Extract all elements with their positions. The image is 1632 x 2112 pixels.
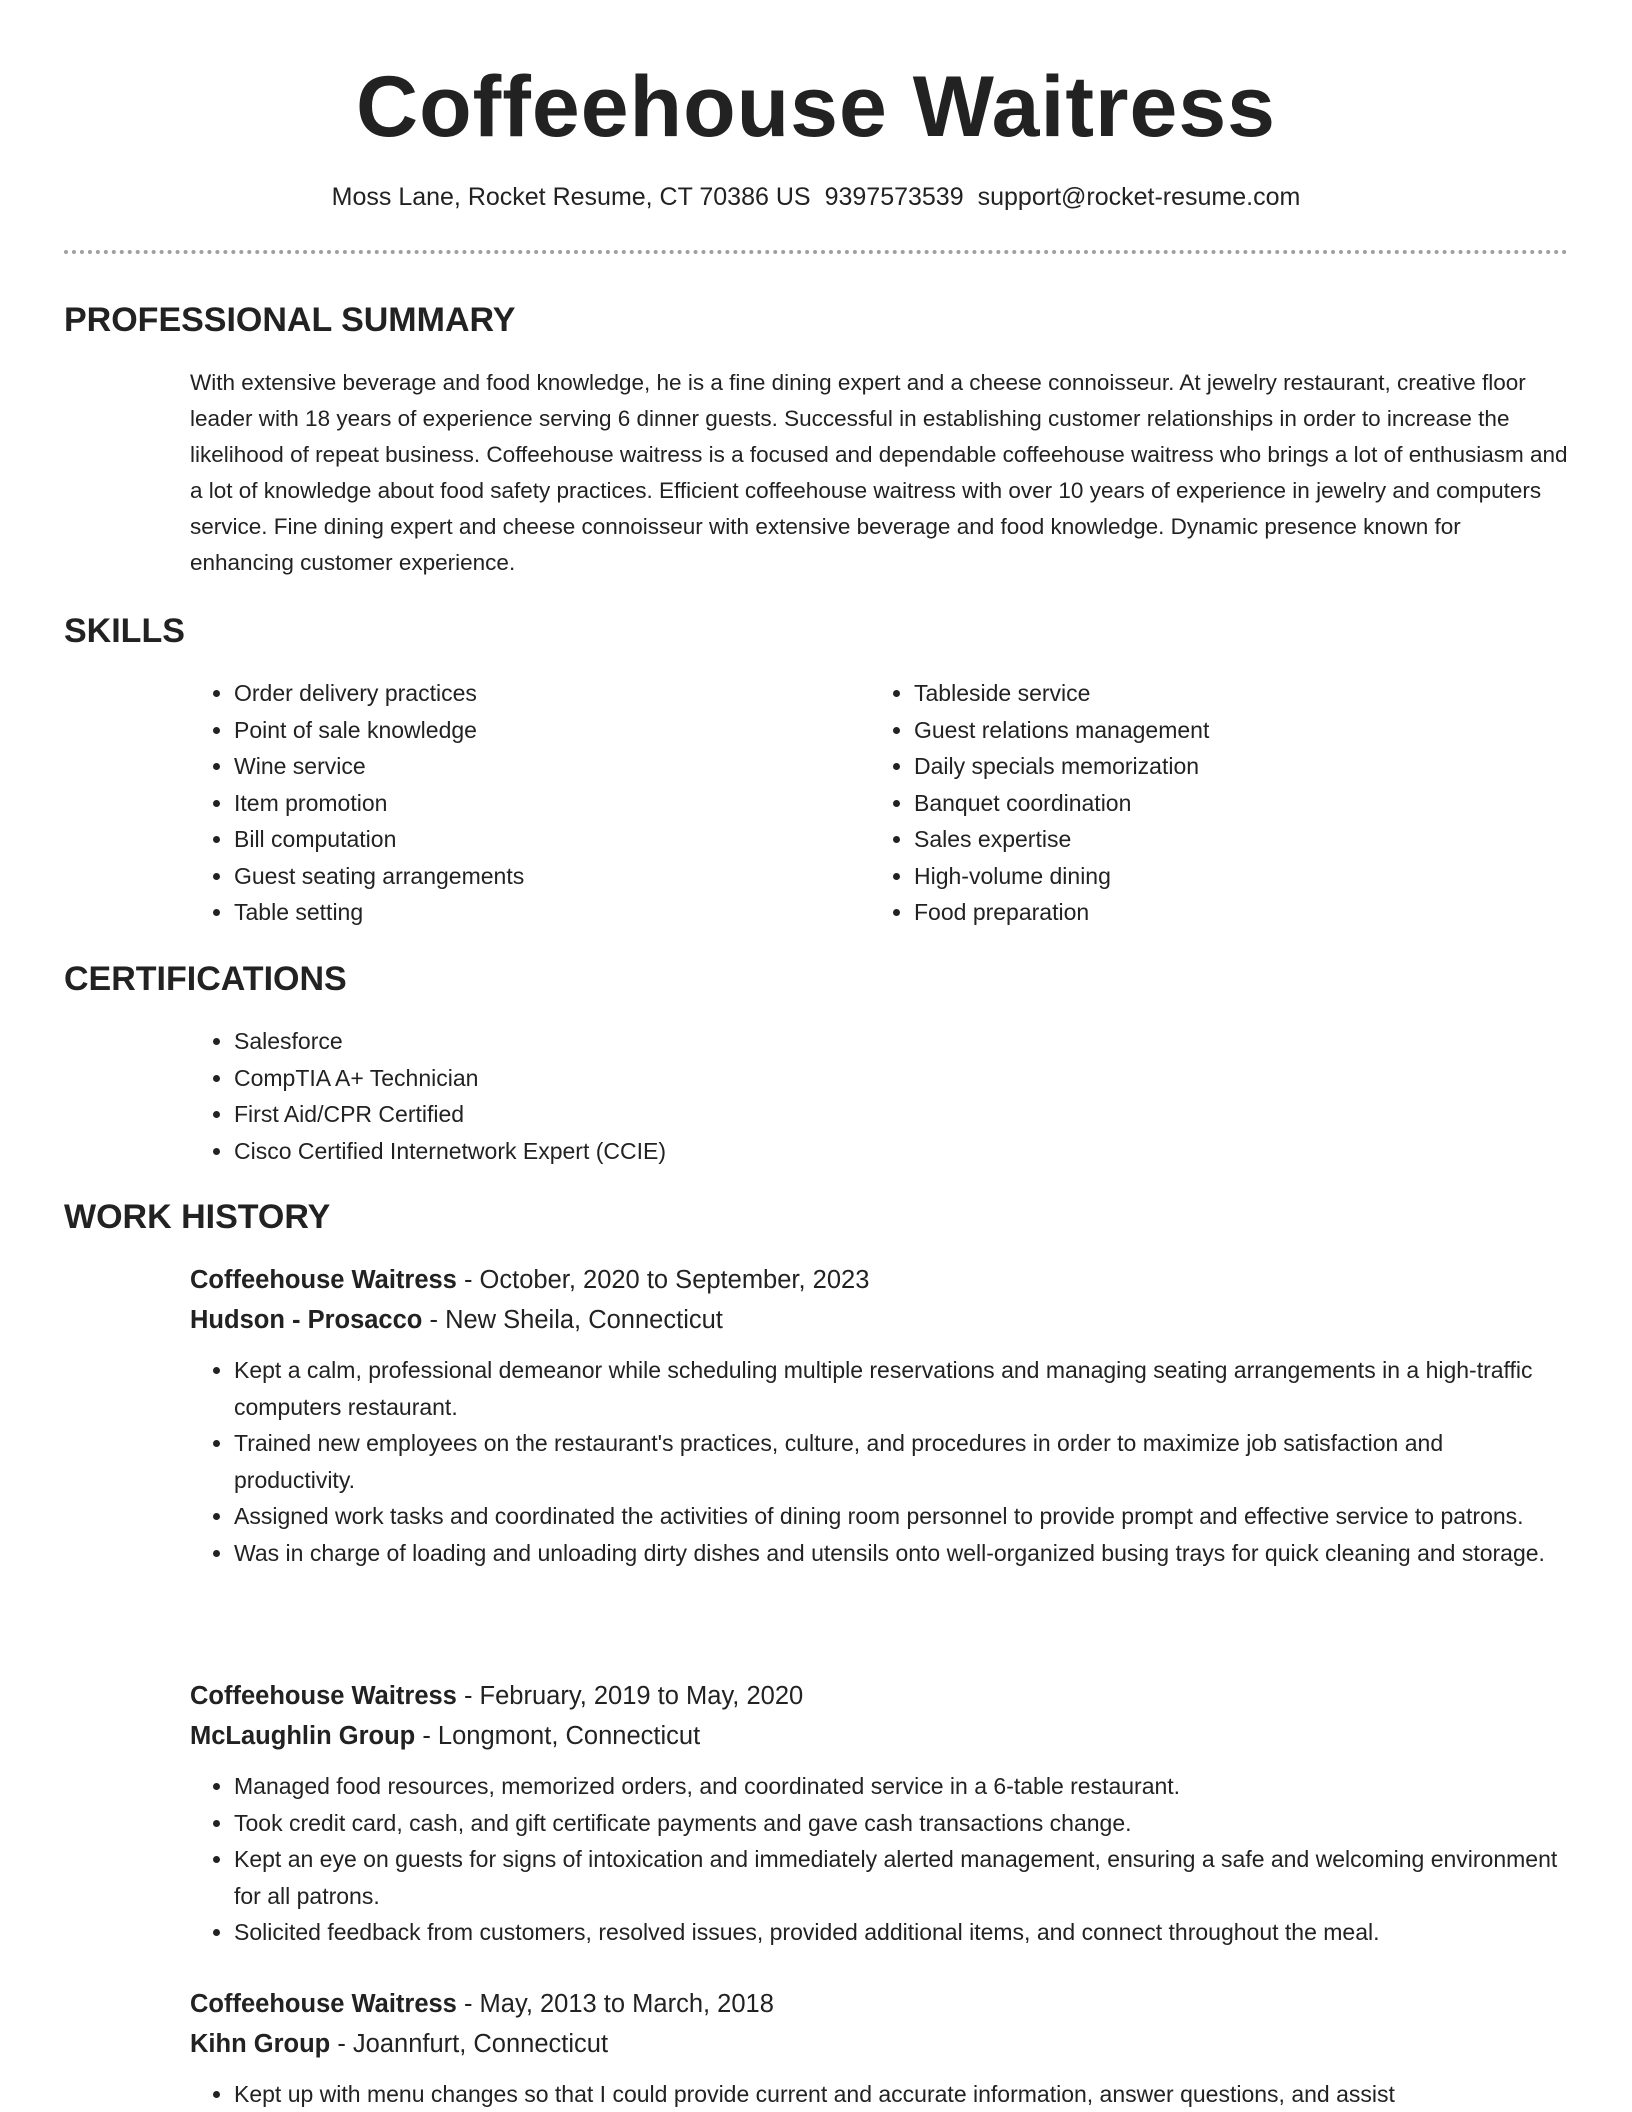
job-bullet: • Kept a calm, professional demeanor while scheduling multiple reservations and managing seating arrangements in a high-traffic computers restaurant. [234,1352,1570,1425]
certifications-heading: CERTIFICATIONS [64,960,347,998]
contact-email: support@rocket-resume.com [977,183,1301,211]
job-bullet: • Was in charge of loading and unloading dirty dishes and utensils onto well-organized busing trays for quick cleaning and storage. [234,1535,1570,1572]
job-company: Kihn Group [190,2030,331,2058]
skill-item: • Wine service [234,748,854,785]
job-bullet: • Kept up with menu changes so that I could provide current and accurate information, answer questions, and assist [234,2076,1570,2112]
job-bullet: • Managed food resources, memorized orders, and coordinated service in a 6-table restaurant. [234,1768,1570,1805]
summary-heading: PROFESSIONAL SUMMARY [64,301,516,339]
certifications-list [190,1023,1234,1169]
job-bullet: • Took credit card, cash, and gift certificate payments and gave cash transactions change. [234,1805,1570,1842]
job-entry [190,1984,1570,2112]
job-company-line: Hudson - Prosacco - New Sheila, Connecticut [190,1306,723,1334]
skill-item: • Table setting [234,894,854,931]
skill-item: • Point of sale knowledge [234,712,854,749]
job-bullets [190,1768,1570,1951]
job-bullet: • Assigned work tasks and coordinated the activities of dining room personnel to provide prompt and effective service to patrons. [234,1498,1570,1535]
job-bullets [190,2076,1570,2112]
skill-item: • Guest seating arrangements [234,858,854,895]
skills-list-left [190,675,854,931]
certification-item: • Cisco Certified Internetwork Expert (CCIE) [234,1133,1234,1170]
job-company: Hudson - Prosacco [190,1306,423,1334]
summary-text: With extensive beverage and food knowledge, he is a fine dining expert and a cheese connoisseur. At jewelry restaurant, creative floor leader with 18 years of experience serving 6 dinner guests. Successful in establishing customer relationships in order to increase the likelihood of repeat business. Coffeehouse waitress is a focused and dependable coffeehouse waitress who brings a lot of enthusiasm and a lot of knowledge about food safety practices. Efficient coffeehouse waitress with over 10 years of experience in jewelry and computers service. Fine dining expert and cheese connoisseur with extensive beverage and food knowledge. Dynamic presence known for enhancing customer experience. [190,370,1568,575]
work-history-heading: WORK HISTORY [64,1198,331,1236]
skills-heading: SKILLS [64,612,185,650]
job-bullet: • Solicited feedback from customers, resolved issues, provided additional items, and connect throughout the meal. [234,1914,1570,1951]
skill-item: • High-volume dining [914,858,1574,895]
job-dates: February, 2019 to May, 2020 [479,1682,804,1710]
job-title-line: Coffeehouse Waitress - February, 2019 to May, 2020 [190,1682,804,1710]
skill-item: • Daily specials memorization [914,748,1574,785]
job-role: Coffeehouse Waitress [190,1990,457,2018]
skill-item: • Food preparation [914,894,1574,931]
job-company: McLaughlin Group [190,1722,416,1750]
certification-item: • Salesforce [234,1023,1234,1060]
skill-item: • Order delivery practices [234,675,854,712]
job-title-line: Coffeehouse Waitress - October, 2020 to September, 2023 [190,1266,870,1294]
job-location: Joannfurt, Connecticut [352,2030,609,2058]
job-bullet: • Kept an eye on guests for signs of intoxication and immediately alerted management, ensuring a safe and welcoming environment for all patrons. [234,1841,1570,1914]
certification-item: • First Aid/CPR Certified [234,1096,1234,1133]
resume-name: Coffeehouse Waitress [355,59,1277,155]
job-entry [190,1676,1570,1951]
certification-item: • CompTIA A+ Technician [234,1060,1234,1097]
job-company-line: Kihn Group - Joannfurt, Connecticut [190,2030,609,2058]
contact-address: Moss Lane, Rocket Resume, CT 70386 US [331,183,811,211]
job-company-line: McLaughlin Group - Longmont, Connecticut [190,1722,701,1750]
job-title-line: Coffeehouse Waitress - May, 2013 to March, 2018 [190,1990,774,2018]
skill-item: • Tableside service [914,675,1574,712]
job-bullets [190,1352,1570,1571]
skill-item: • Banquet coordination [914,785,1574,822]
skill-item: • Guest relations management [914,712,1574,749]
job-role: Coffeehouse Waitress [190,1266,457,1294]
job-bullet: • Trained new employees on the restaurant's practices, culture, and procedures in order to maximize job satisfaction and productivity. [234,1425,1570,1498]
job-location: New Sheila, Connecticut [445,1306,723,1334]
job-location: Longmont, Connecticut [437,1722,701,1750]
contact-phone: 9397573539 [824,183,964,211]
contact-line [0,180,1632,214]
skill-item: • Item promotion [234,785,854,822]
header-divider [64,250,1568,254]
job-entry [190,1260,1570,1571]
skill-item: • Bill computation [234,821,854,858]
job-dates: May, 2013 to March, 2018 [479,1990,774,2018]
skills-list-right [870,675,1574,931]
job-dates: October, 2020 to September, 2023 [479,1266,870,1294]
skill-item: • Sales expertise [914,821,1574,858]
job-role: Coffeehouse Waitress [190,1682,457,1710]
